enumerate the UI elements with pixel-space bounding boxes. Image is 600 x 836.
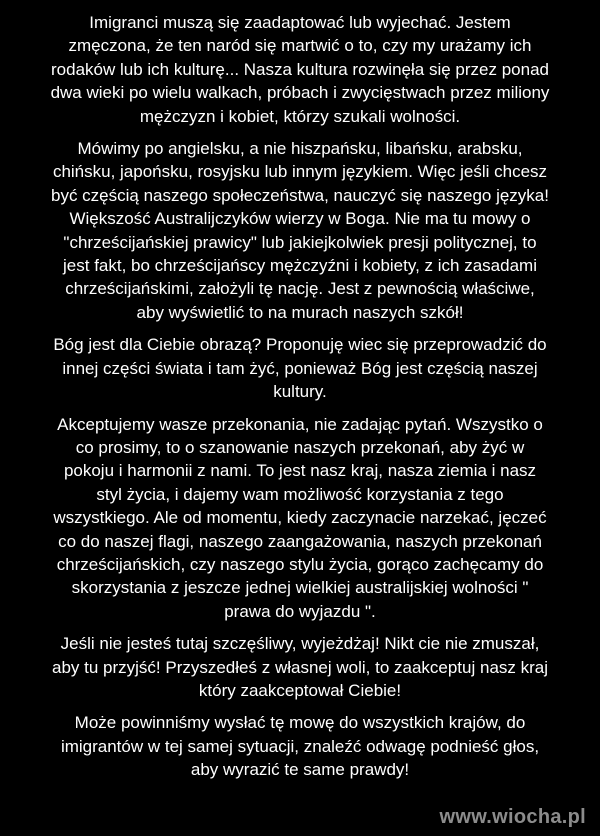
text-line: Bóg jest dla Ciebie obrazą? Proponuję wiec się przeprowadzić do: [53, 335, 547, 355]
text-line: pokoju i harmonii z nami. To jest nasz kraj, nasza ziemia i nasz: [63, 461, 537, 481]
paragraph-3: [30, 333, 570, 403]
text-line: być częścią naszego społeczeństwa, nauczyć się naszego języka!: [51, 185, 549, 205]
text-line: aby wyświetlić to na murach naszych szkół!: [136, 302, 464, 322]
text-line: który zaakceptował Ciebie!: [198, 680, 402, 700]
text-line: rodaków lub ich kulturę... Nasza kultura rozwinęła się przez ponad: [51, 59, 549, 79]
text-line: kultury.: [273, 382, 327, 402]
site-watermark: www.wiocha.pl: [439, 806, 586, 828]
text-line: jest fakt, bo chrześcijańscy mężczyźni i kobiety, z ich zasadami: [63, 256, 537, 276]
text-line: Mówimy po angielsku, a nie hiszpańsku, libańsku, arabsku,: [77, 139, 523, 159]
paragraph-2: [30, 137, 570, 324]
text-line: innej części świata i tam żyć, ponieważ Bóg jest częścią naszej: [62, 358, 538, 378]
paragraph-1: [30, 11, 570, 128]
text-line: aby wyrazić te same prawdy!: [190, 760, 410, 780]
text-line: "chrześcijańskiej prawicy" lub jakiejkolwiek presji politycznej, to: [63, 232, 537, 252]
text-line: chrześcijańskimi, założyli tę nację. Jest z pewnością właściwe,: [65, 279, 535, 299]
paragraph-6: [30, 711, 570, 781]
text-line: chińsku, japońsku, rosyjsku lub innym językiem. Więc jeśli chcesz: [52, 162, 548, 182]
text-line: styl życia, i dajemy wam możliwość korzystania z tego: [96, 484, 504, 504]
text-line: Większość Australijczyków wierzy w Boga. Nie ma tu mowy o: [69, 209, 531, 229]
text-line: aby tu przyjść! Przyszedłeś z własnej woli, to zaakceptuj nasz kraj: [51, 657, 549, 677]
text-line: co do naszej flagi, naszego zaangażowania, naszych przekonań: [58, 531, 542, 551]
text-line: chrześcijańskich, czy naszego stylu życia, gorąco zachęcamy do: [56, 554, 544, 574]
text-line: co prosimy, to o szanowanie naszych przekonań, aby żyć w: [75, 437, 525, 457]
text-line: Imigranci muszą się zaadaptować lub wyjechać. Jestem: [89, 13, 511, 32]
text-line: mężczyzn i kobiet, którzy szukali wolności.: [139, 106, 461, 126]
text-line: prawa do wyjazdu ".: [224, 601, 376, 621]
paragraph-5: [30, 632, 570, 702]
text-line: wszystkiego. Ale od momentu, kiedy zaczynacie narzekać, jęczeć: [53, 508, 547, 528]
text-line: Jeśli nie jesteś tutaj szczęśliwy, wyjeżdżaj! Nikt cie nie zmuszał,: [60, 634, 540, 654]
text-line: Może powinniśmy wysłać tę mowę do wszystkich krajów, do: [74, 713, 526, 733]
text-line: dwa wieki po wielu walkach, próbach i zwycięstwach przez miliony: [50, 83, 550, 103]
text-line: Akceptujemy wasze przekonania, nie zadając pytań. Wszystko o: [57, 414, 543, 434]
text-line: zmęczona, że ten naród się martwić o to, czy my urażamy ich: [68, 36, 532, 56]
text-block: [30, 11, 570, 791]
paragraph-4: [30, 413, 570, 624]
text-line: imigrantów w tej samej sytuacji, znaleźć odwagę podnieść głos,: [60, 736, 540, 756]
text-line: skorzystania z jeszcze jednej wielkiej australijskiej wolności ": [71, 578, 529, 598]
